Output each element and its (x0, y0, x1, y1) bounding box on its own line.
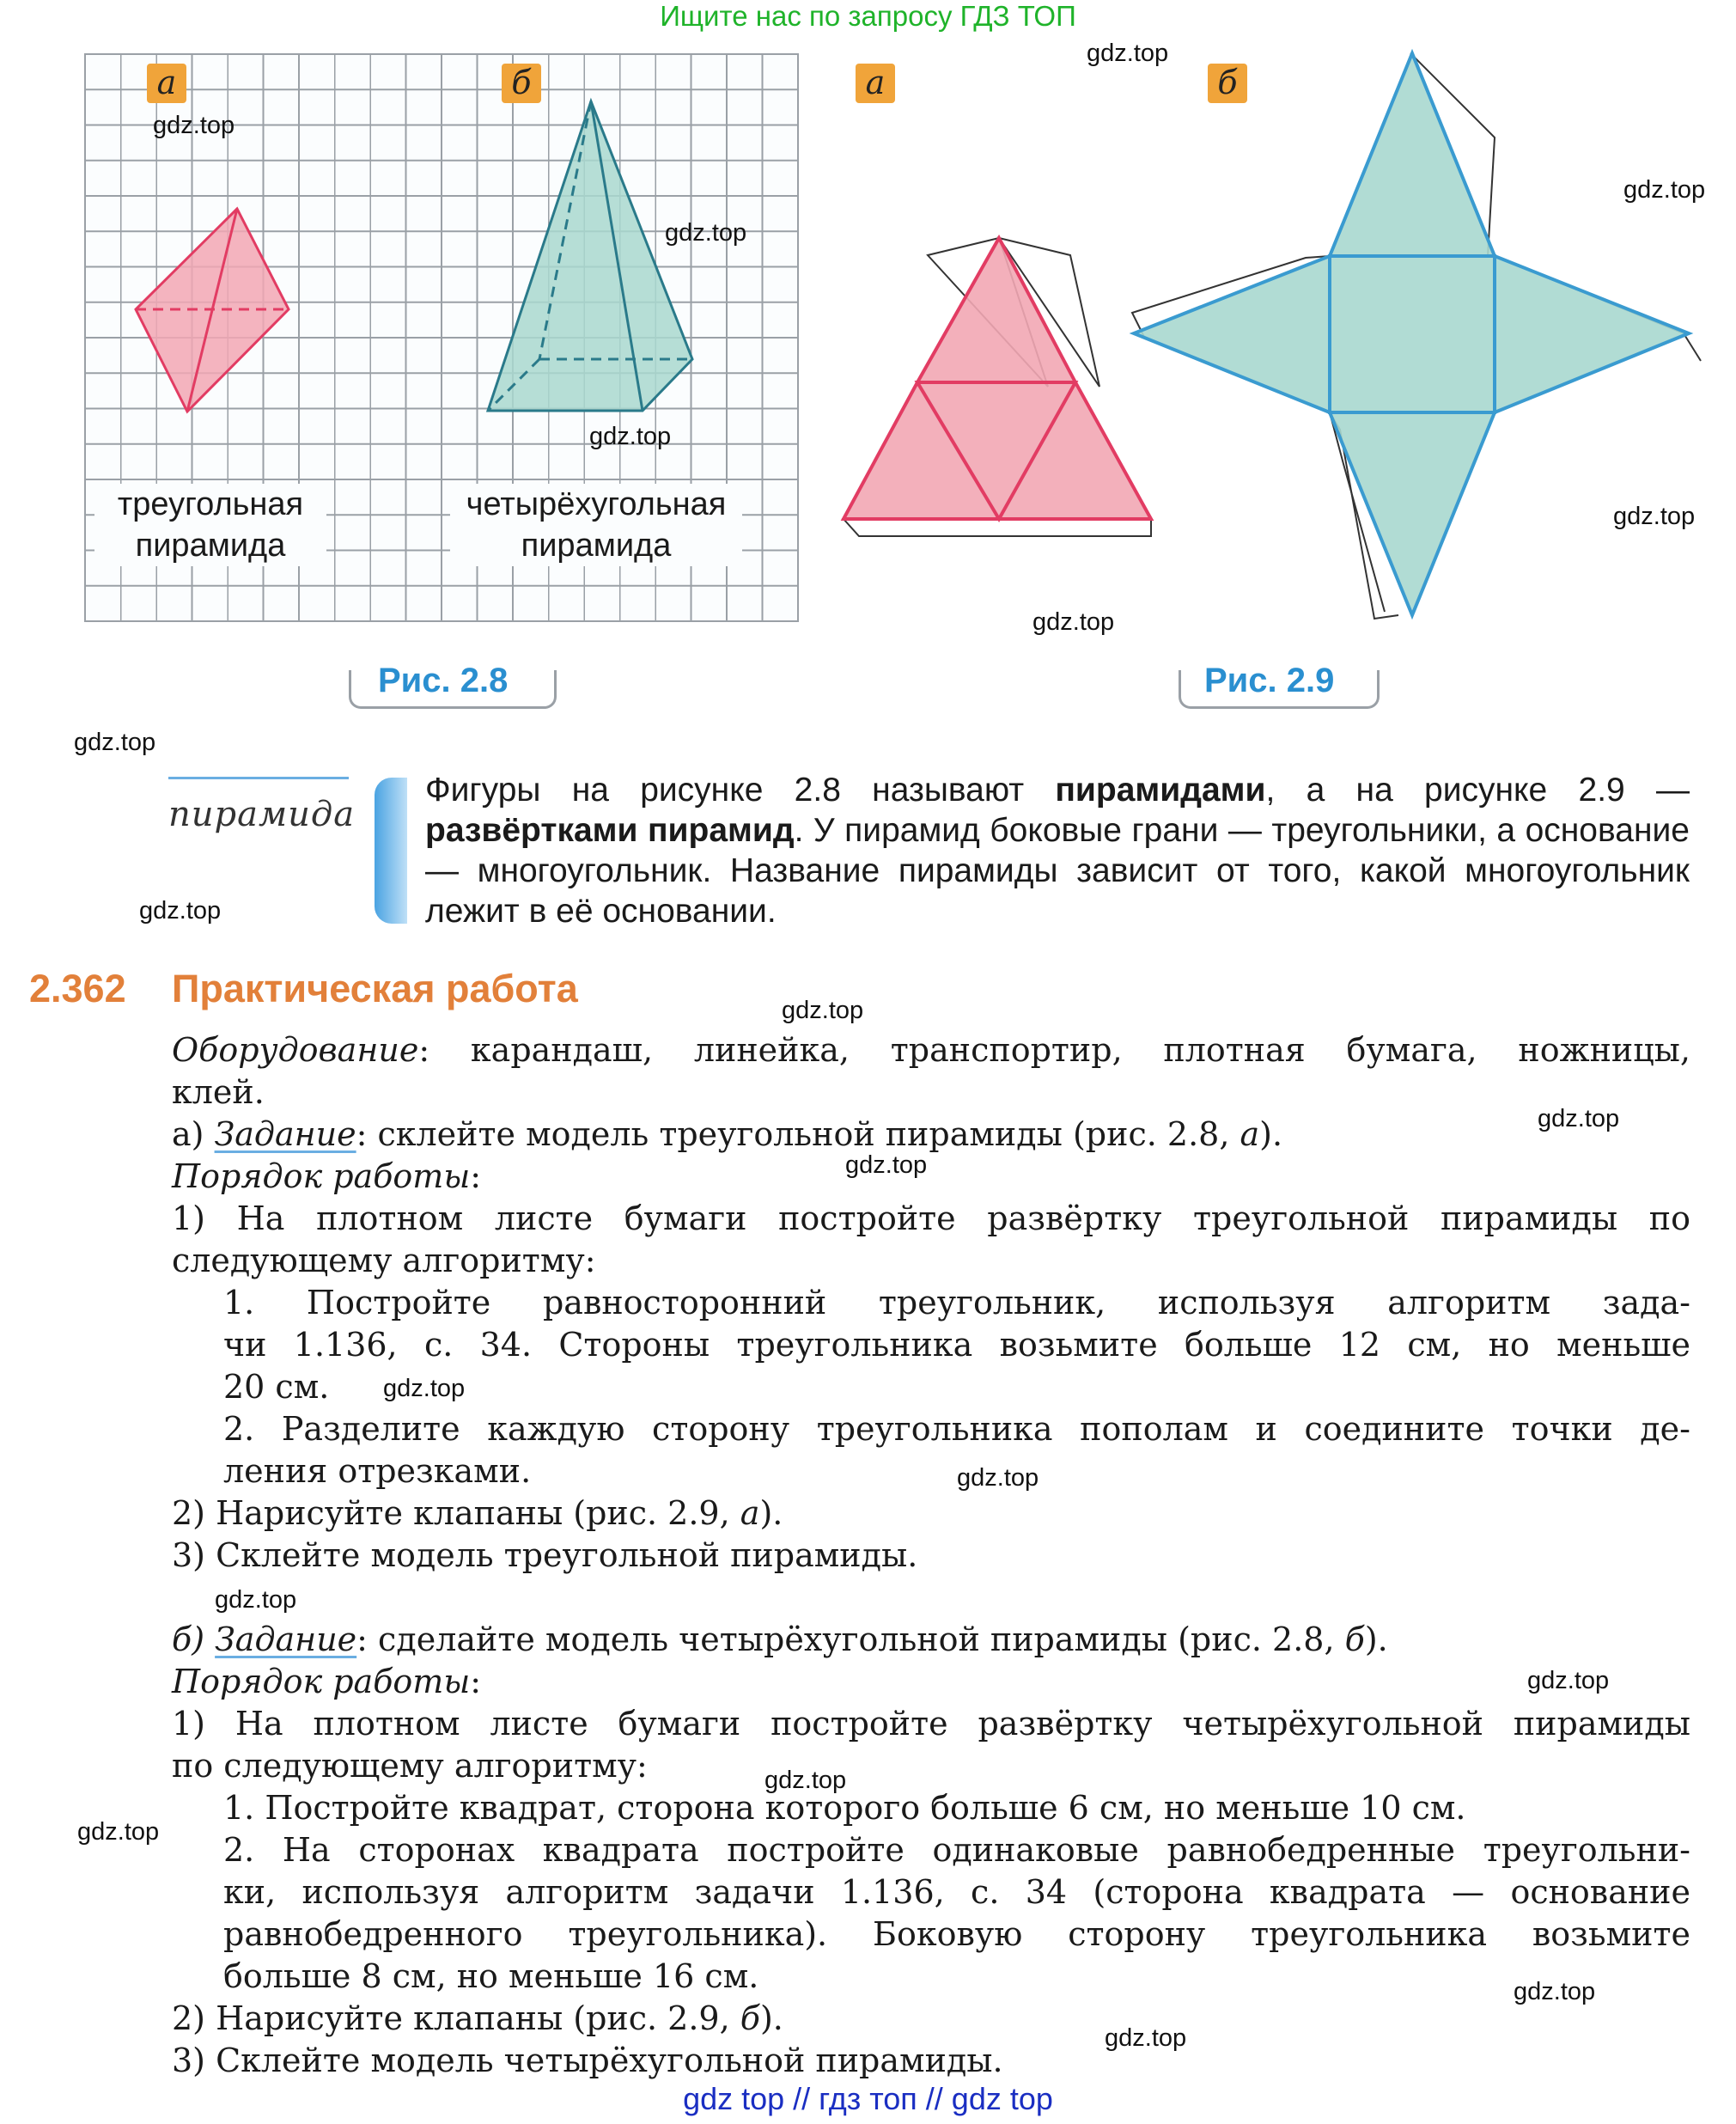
task-title: Практическая работа (172, 967, 578, 1010)
assignment-b-prefix: б) (172, 1620, 216, 1658)
order-b-colon: : (470, 1663, 482, 1700)
b-substep-2-line-4: больше 8 см, но меньше 16 см. (223, 1957, 759, 1995)
definition-bold-nets: развёртками пирамид (425, 812, 795, 849)
caption-triangular-pyramid (94, 484, 326, 566)
watermark: gdz.top (1105, 2024, 1187, 2052)
caption-a-line2: пирамида (135, 528, 286, 564)
watermark: gdz.top (665, 219, 747, 247)
figure-2-9-tag-b: б (1208, 64, 1247, 103)
caption-b-line2: пирамида (521, 528, 672, 564)
definition-term: пирамида (168, 795, 356, 834)
a-substep-1-line-1: 1. Постройте равносторонний треугольник, используя алгоритм зада- (223, 1284, 1690, 1321)
b-step-1-line-1: 1) На плотном листе бумаги постройте развёртку четырёхугольной пирамиды (172, 1705, 1690, 1743)
b-step-1-line-2: по следующему алгоритму: (172, 1747, 648, 1785)
figure-2-9-tag-a: а (856, 64, 895, 103)
b-step-2-letter: б (740, 1999, 760, 2037)
b-step-2-close: ). (759, 1999, 783, 2037)
b-substep-1: 1. Постройте квадрат, сторона которого больше 6 см, но меньше 10 см. (223, 1789, 1466, 1827)
quadrilateral-pyramid-shape (488, 101, 692, 411)
watermark: gdz.top (1538, 1105, 1620, 1132)
order-a-label: Порядок работы (172, 1157, 471, 1195)
figure-2-8-label: Рис. 2.8 (378, 662, 509, 699)
triangular-pyramid-net (844, 238, 1151, 536)
figure-2-8-tag-b: б (502, 64, 541, 103)
watermark: gdz.top (215, 1586, 297, 1614)
definition-bold-pyramids: пирамидами (1055, 772, 1266, 809)
watermark: gdz.top (77, 1818, 160, 1846)
watermark: gdz.top (957, 1464, 1039, 1492)
caption-a-line1: треугольная (117, 486, 304, 522)
definition-accent-bar (375, 778, 407, 924)
order-a-colon: : (470, 1157, 482, 1195)
a-step-2 (172, 1492, 1690, 1535)
b-substep-2-line-3: равнобедренного треугольника). Боковую сторону треугольника возьмите (223, 1915, 1690, 1953)
definition-rule (168, 777, 349, 779)
equipment-text: : карандаш, линейка, транспортир, плотная бумага, ножницы, (418, 1031, 1690, 1069)
task-number: 2.362 (29, 967, 126, 1010)
b-step-3: 3) Склейте модель четырёхугольной пирамиды. (172, 2042, 1003, 2079)
a-step-1-line-2: следующему алгоритму: (172, 1242, 596, 1279)
a-substep-1-line-2: чи 1.136, с. 34. Стороны треугольника возьмите больше 12 см, но меньше (223, 1326, 1690, 1364)
triangular-pyramid-shape (136, 209, 289, 412)
equipment-line-2: клей. (172, 1073, 265, 1111)
a-substep-1-line-3: 20 см. (223, 1368, 330, 1406)
watermark: gdz.top (589, 423, 672, 450)
a-step-2-close: ). (759, 1494, 783, 1532)
caption-quadrilateral-pyramid (450, 484, 742, 566)
assignment-a-letter: а (1240, 1115, 1260, 1153)
b-substep-2-line-2: ки, используя алгоритм задачи 1.136, с. 34 (сторона квадрата — основание (223, 1873, 1690, 1911)
assignment-b-text: : сделайте модель четырёхугольной пирамиды (рис. 2.8, (356, 1620, 1345, 1658)
order-a-heading (172, 1156, 1690, 1198)
watermark: gdz.top (782, 997, 864, 1024)
watermark: gdz.top (1613, 503, 1696, 530)
watermark: gdz.top (1623, 176, 1706, 204)
order-b-label: Порядок работы (172, 1663, 471, 1700)
footer-links: gdz top // гдз топ // gdz top (683, 2081, 1053, 2116)
figure-2-8-tag-a: а (147, 64, 186, 103)
definition-text (425, 770, 1690, 931)
a-step-2-text: 2) Нарисуйте клапаны (рис. 2.9, (172, 1494, 740, 1532)
a-step-3: 3) Склейте модель треугольной пирамиды. (172, 1536, 918, 1574)
watermark: gdz.top (764, 1767, 847, 1794)
watermark: gdz.top (1527, 1667, 1610, 1694)
watermark: gdz.top (383, 1375, 466, 1402)
assignment-a (172, 1114, 1690, 1156)
definition-text-1: Фигуры на рисунке 2.8 называют (425, 772, 1056, 809)
assignment-a-label: Задание (214, 1115, 356, 1153)
watermark: gdz.top (74, 729, 156, 756)
figure-2-8-drawings (0, 0, 1736, 687)
a-substep-2-line-1: 2. Разделите каждую сторону треугольника пополам и соедините точки де- (223, 1410, 1690, 1448)
quadrilateral-pyramid-net (1132, 53, 1701, 619)
assignment-b-close: ). (1364, 1620, 1388, 1658)
assignment-a-text: : склейте модель треугольной пирамиды (рис. 2.8, (356, 1115, 1240, 1153)
assignment-a-prefix: а) (172, 1115, 215, 1153)
a-substep-2-line-2: ления отрезками. (223, 1452, 532, 1490)
assignment-b (172, 1619, 1690, 1661)
definition-text-3: . У пирамид боковые грани — треугольники, а основание — многоугольник. Название пирамиды зависит от того, какой многоугольник лежит в её основании. (425, 812, 1690, 930)
b-substep-2-line-1: 2. На сторонах квадрата постройте одинаковые равнобедренные треугольни- (223, 1831, 1690, 1869)
figure-2-9-label: Рис. 2.9 (1204, 662, 1335, 699)
b-step-2-text: 2) Нарисуйте клапаны (рис. 2.9, (172, 1999, 740, 2037)
assignment-b-label: Задание (215, 1620, 357, 1658)
a-step-1-line-1: 1) На плотном листе бумаги постройте развёртку треугольной пирамиды по (172, 1199, 1690, 1237)
watermark: gdz.top (153, 112, 235, 139)
a-step-2-letter: а (740, 1494, 760, 1532)
watermark: gdz.top (1087, 40, 1169, 67)
equipment-label: Оборудование (172, 1031, 419, 1069)
b-step-2 (172, 1998, 1690, 2040)
definition-text-2: , а на рисунке 2.9 — (1265, 772, 1690, 809)
search-hint-banner: Ищите нас по запросу ГДЗ ТОП (660, 0, 1076, 32)
order-b-heading (172, 1661, 1690, 1703)
watermark: gdz.top (1514, 1978, 1596, 2005)
watermark: gdz.top (1032, 608, 1115, 636)
assignment-a-close: ). (1259, 1115, 1283, 1153)
equipment-line (172, 1029, 1690, 1071)
watermark: gdz.top (845, 1151, 928, 1179)
watermark: gdz.top (139, 897, 222, 925)
assignment-b-letter: б (1344, 1620, 1365, 1658)
caption-b-line1: четырёхугольная (466, 486, 727, 522)
